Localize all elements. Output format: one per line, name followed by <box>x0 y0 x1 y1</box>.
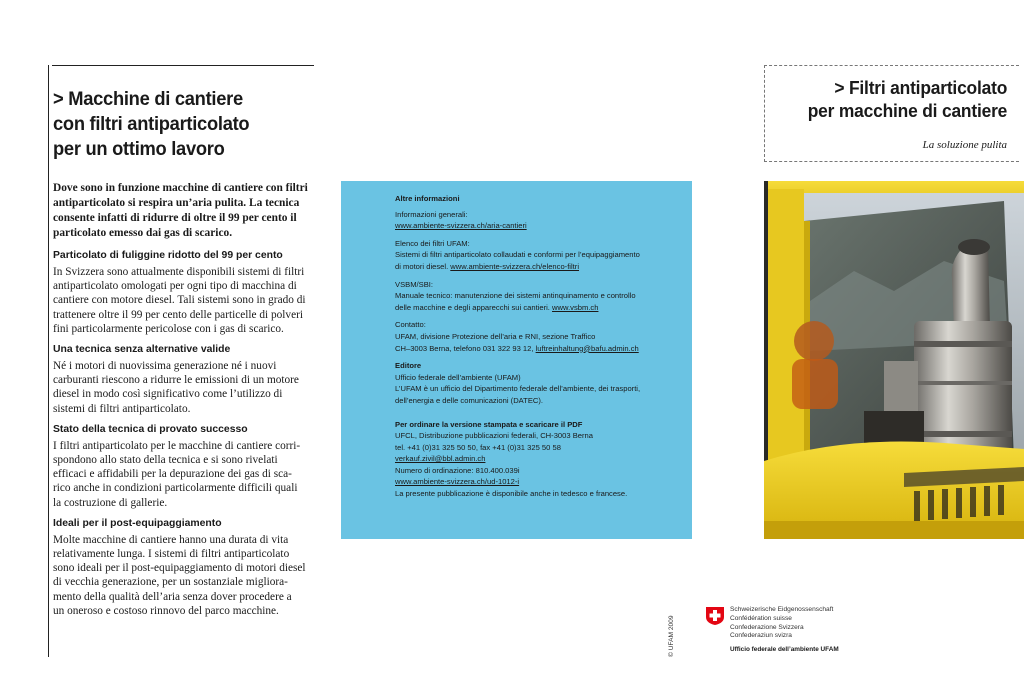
lead-line: consente infatti di ridurre di oltre il 99 per cento il <box>53 212 297 224</box>
info-heading: Altre informazioni <box>395 194 460 203</box>
contact-text: UFAM, divisione Protezione dell’aria e RNI, sezione Traffico <box>395 331 596 341</box>
paragraph-line: la costruzione di gallerie. <box>53 496 168 509</box>
confederation-name: Confederazione Svizzera <box>730 623 804 631</box>
confederation-name: Schweizerische Eidgenossenschaft <box>730 606 834 613</box>
section-heading: Ideali per il post-equipaggiamento <box>53 517 222 529</box>
left-vertical-rule <box>48 65 49 657</box>
paragraph-line: diesel in modo così significativo come l’utilizzo di <box>53 388 283 401</box>
vsbm-text: Manuale tecnico: manutenzione dei sistemi antinquinamento e controllo <box>395 291 636 301</box>
order-text: tel. +41 (0)31 325 50 50, fax +41 (0)31 325 50 58 <box>395 442 561 452</box>
section-paragraph <box>53 439 318 510</box>
section-paragraph <box>53 359 318 416</box>
left-page-title <box>53 87 307 162</box>
publisher-text: Ufficio federale dell’ambiente (UFAM) <box>395 372 521 382</box>
cover-title <box>808 76 1007 122</box>
paragraph-line: un oneroso e costoso rinnovo del parco macchine. <box>53 604 279 617</box>
confederation-name: Confederaziun svizra <box>730 632 792 640</box>
info-general <box>395 193 685 232</box>
info-publisher <box>395 360 685 406</box>
publisher-text: dell’energia e delle comunicazioni (DATEC). <box>395 395 544 405</box>
general-info-link[interactable]: www.ambiente-svizzera.ch/aria-cantieri <box>395 221 527 231</box>
paragraph-line: mento della qualità dell’aria senza dover procedere a <box>53 590 292 603</box>
left-title-line: > Macchine di cantiere <box>53 88 243 110</box>
confederation-name: Confédération suisse <box>730 614 792 622</box>
order-download-link[interactable]: www.ambiente-svizzera.ch/ud-1012-i <box>395 477 520 487</box>
section-heading: Una tecnica senza alternative valide <box>53 344 231 356</box>
order-number: Numero di ordinazione: 810.400.039i <box>395 465 520 475</box>
order-text: UFCL, Distribuzione pubblicazioni federali, CH-3003 Berna <box>395 431 593 441</box>
left-title-line: con filtri antiparticolato <box>53 113 250 135</box>
cover-title-line: per macchine di cantiere <box>807 100 1007 121</box>
vsbm-link[interactable]: www.vsbm.ch <box>552 302 599 312</box>
lead-line: particolato emesso dai gas di scarico. <box>53 227 233 239</box>
info-content <box>395 193 685 506</box>
section-heading: Particolato di fuliggine ridotto del 99 per cento <box>53 250 283 261</box>
paragraph-line: fini particolarmente pericolose con i gas di scarico. <box>53 322 284 335</box>
section-paragraph <box>53 265 318 336</box>
filter-list-text: Sistemi di filtri antiparticolato collaudati e conformi per l’equipaggiamento <box>395 250 640 260</box>
paragraph-line: di vecchia generazione, per un sostanziale migliora- <box>53 576 288 589</box>
lead-line: antiparticolato si respira un’aria pulita. La tecnica <box>53 197 300 209</box>
filter-list-label: Elenco dei filtri UFAM: <box>395 238 470 248</box>
paragraph-line: trattenere oltre il 99 per cento delle particelle di polveri <box>53 308 303 321</box>
filter-list-text: di motori diesel. <box>395 261 451 271</box>
publisher-heading: Editore <box>395 361 422 371</box>
lead-paragraph <box>53 181 318 241</box>
left-title-line: per un ottimo lavoro <box>53 138 225 160</box>
section-paragraph <box>53 533 318 618</box>
paragraph-line: rico anche in condizioni particolarmente difficili quali <box>53 482 298 495</box>
paragraph-line: efficaci e affidabili per la depurazione dei gas di sca- <box>53 468 292 481</box>
paragraph-line: Molte macchine di cantiere hanno una durata di vita <box>53 533 289 546</box>
paragraph-line: I filtri antiparticolato per le macchine di cantiere corri- <box>53 439 301 452</box>
paragraph-line: sistemi di filtri antiparticolato. <box>53 402 191 415</box>
left-body-text <box>53 181 318 625</box>
confederation-names <box>730 606 833 641</box>
paragraph-line: antiparticolato omologati per ogni tipo di macchina di <box>53 280 297 293</box>
order-note: La presente pubblicazione è disponibile anche in tedesco e francese. <box>395 489 628 499</box>
order-heading: Per ordinare la versione stampata e scaricare il PDF <box>395 419 583 429</box>
paragraph-line: spondono allo stato della tecnica e si sono rivelati <box>53 454 278 467</box>
paragraph-line: In Svizzera sono attualmente disponibili sistemi di filtri <box>53 266 305 278</box>
cover-subtitle: La soluzione pulita <box>922 139 1007 151</box>
publisher-text: L’UFAM è un ufficio del Dipartimento federale dell’ambiente, dei trasporti, <box>395 384 641 394</box>
cover-photo-construction-machine <box>764 181 1024 539</box>
info-vsbm <box>395 279 685 314</box>
section-heading: Stato della tecnica di provato successo <box>53 423 248 435</box>
contact-text: CH–3003 Berna, telefono 031 322 93 12, <box>395 343 536 353</box>
vsbm-text: delle macchine e degli apparecchi sui cantieri. <box>395 302 553 312</box>
swiss-cross-icon <box>705 606 725 626</box>
left-top-rule <box>52 65 314 66</box>
info-panel <box>341 181 692 539</box>
contact-label: Contatto: <box>395 320 426 330</box>
filter-list-link[interactable]: www.ambiente-svizzera.ch/elenco-filtri <box>450 261 580 271</box>
copyright-notice: © UFAM 2009 <box>668 615 675 657</box>
cover-title-line: > Filtri antiparticolato <box>834 77 1007 98</box>
office-name: Ufficio federale dell’ambiente UFAM <box>730 646 839 653</box>
contact-email-link[interactable]: luftreinhaltung@bafu.admin.ch <box>535 343 639 353</box>
order-email-link[interactable]: verkauf.zivil@bbl.admin.ch <box>395 454 486 464</box>
paragraph-line: carburanti riescono a ridurre le emissioni di un motore <box>53 374 299 387</box>
paragraph-line: relativamente lunga. I sistemi di filtri antiparticolato <box>53 548 290 561</box>
info-general-label: Informazioni generali: <box>395 209 468 219</box>
lead-line: Dove sono in funzione macchine di cantiere con filtri <box>53 182 308 194</box>
paragraph-line: sono ideali per il post-equipaggiamento di motori diesel <box>53 562 306 575</box>
info-order <box>395 419 685 500</box>
info-filter-list <box>395 238 685 273</box>
paragraph-line: cantiere con motore diesel. Tali sistemi sono in grado di <box>53 294 306 307</box>
vsbm-label: VSBM/SBI: <box>395 279 433 289</box>
info-contact <box>395 319 685 354</box>
paragraph-line: Né i motori di nuovissima generazione né i nuovi <box>53 360 277 373</box>
